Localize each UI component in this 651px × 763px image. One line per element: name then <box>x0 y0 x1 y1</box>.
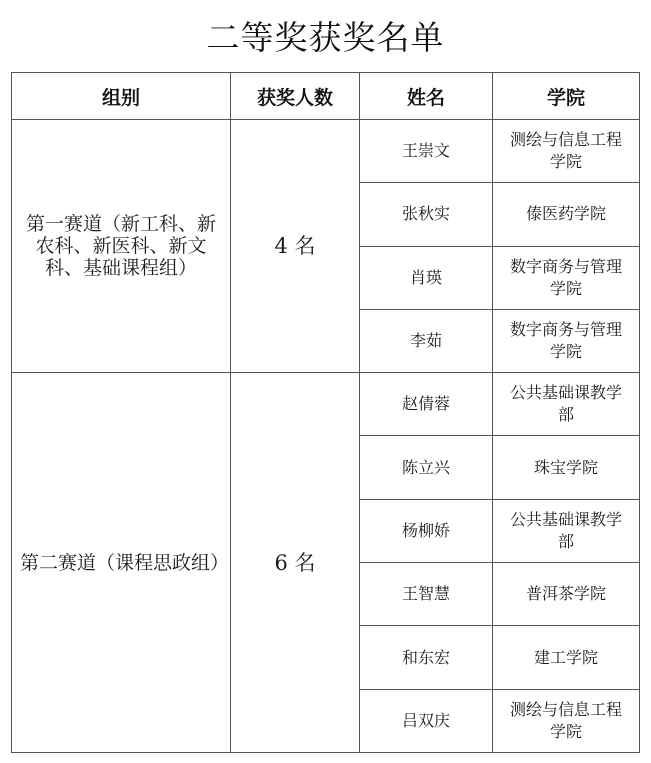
table-header-row <box>12 73 640 120</box>
count-cell: 6 名 <box>231 373 360 753</box>
count-cell: 4 名 <box>231 120 360 373</box>
college-cell: 公共基础课教学部 <box>493 499 640 562</box>
college-cell: 傣医药学院 <box>493 183 640 246</box>
college-cell: 测绘与信息工程学院 <box>493 120 640 183</box>
name-cell: 王崇文 <box>360 120 493 183</box>
college-cell: 数字商务与管理学院 <box>493 309 640 372</box>
group-cell: 第一赛道（新工科、新农科、新医科、新文科、基础课程组） <box>12 120 231 373</box>
name-cell: 张秋实 <box>360 183 493 246</box>
table-row <box>12 120 640 183</box>
name-cell: 王智慧 <box>360 563 493 626</box>
table-row <box>12 373 640 436</box>
header-name: 姓名 <box>360 73 493 120</box>
name-cell: 赵倩蓉 <box>360 373 493 436</box>
name-cell: 杨柳娇 <box>360 499 493 562</box>
name-cell: 吕双庆 <box>360 689 493 752</box>
header-college: 学院 <box>493 73 640 120</box>
header-group: 组别 <box>12 73 231 120</box>
name-cell: 李茹 <box>360 309 493 372</box>
name-cell: 陈立兴 <box>360 436 493 499</box>
award-table <box>11 72 640 753</box>
college-cell: 建工学院 <box>493 626 640 689</box>
college-cell: 普洱茶学院 <box>493 563 640 626</box>
college-cell: 测绘与信息工程学院 <box>493 689 640 752</box>
page-title: 二等奖获奖名单 <box>206 18 445 57</box>
group-cell: 第二赛道（课程思政组） <box>12 373 231 753</box>
college-cell: 珠宝学院 <box>493 436 640 499</box>
college-cell: 数字商务与管理学院 <box>493 246 640 309</box>
name-cell: 肖瑛 <box>360 246 493 309</box>
college-cell: 公共基础课教学部 <box>493 373 640 436</box>
header-count: 获奖人数 <box>231 73 360 120</box>
name-cell: 和东宏 <box>360 626 493 689</box>
